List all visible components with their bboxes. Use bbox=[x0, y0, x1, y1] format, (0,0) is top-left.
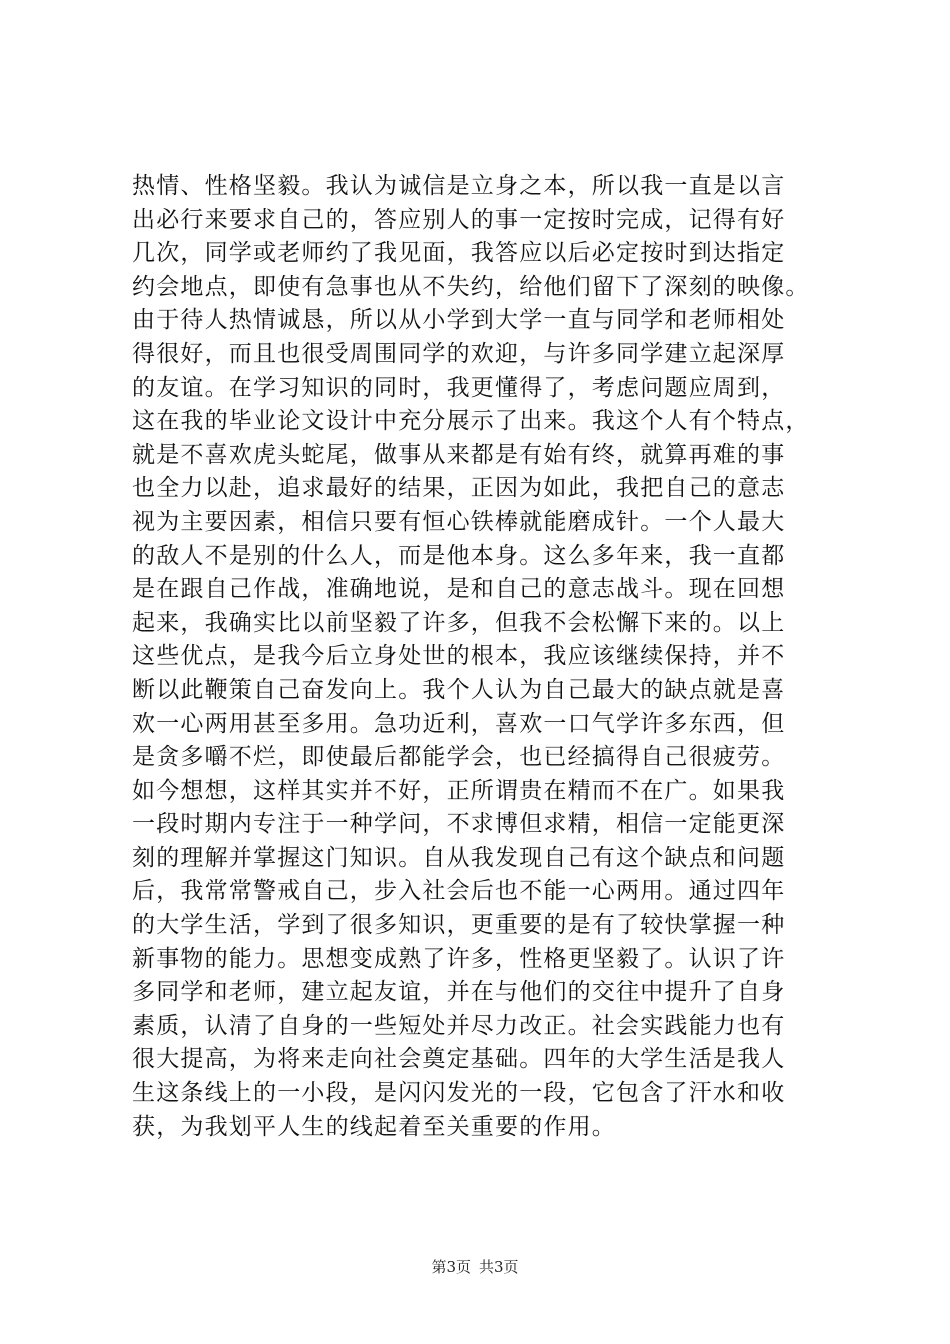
text-line: 的友谊。在学习知识的同时，我更懂得了，考虑问题应周到， bbox=[132, 374, 786, 401]
text-line: 生这条线上的一小段，是闪闪发光的一段，它包含了汗水和收 bbox=[132, 1080, 786, 1107]
text-line: 断以此鞭策自己奋发向上。我个人认为自己最大的缺点就是喜 bbox=[132, 676, 786, 703]
text-line: 这在我的毕业论文设计中充分展示了出来。我这个人有个特点， bbox=[132, 408, 810, 435]
text-line: 得很好，而且也很受周围同学的欢迎，与许多同学建立起深厚 bbox=[132, 340, 786, 367]
text-line: 多同学和老师，建立起友谊，并在与他们的交往中提升了自身 bbox=[132, 979, 786, 1006]
text-line: 是贪多嚼不烂，即使最后都能学会，也已经搞得自己很疲劳。 bbox=[132, 744, 786, 771]
text-line: 这些优点，是我今后立身处世的根本，我应该继续保持，并不 bbox=[132, 643, 786, 670]
page-number: 第3页 bbox=[431, 1258, 471, 1276]
text-line: 热情、性格坚毅。我认为诚信是立身之本，所以我一直是以言 bbox=[132, 173, 786, 199]
text-line: 欢一心两用甚至多用。急功近利，喜欢一口气学许多东西，但 bbox=[132, 710, 786, 737]
page-total: 共3页 bbox=[479, 1258, 519, 1276]
text-line: 的敌人不是别的什么人，而是他本身。这么多年来，我一直都 bbox=[132, 542, 786, 569]
text-line: 后，我常常警戒自己，步入社会后也不能一心两用。通过四年 bbox=[132, 878, 786, 905]
text-line: 刻的理解并掌握这门知识。自从我发现自己有这个缺点和问题 bbox=[132, 844, 786, 871]
text-line: 视为主要因素，相信只要有恒心铁棒就能磨成针。一个人最大 bbox=[132, 508, 786, 535]
body-text bbox=[132, 170, 832, 1144]
text-line: 一段时期内专注于一种学问，不求博但求精，相信一定能更深 bbox=[132, 811, 786, 838]
text-line: 新事物的能力。思想变成熟了许多，性格更坚毅了。认识了许 bbox=[132, 945, 786, 972]
text-line: 的大学生活，学到了很多知识，更重要的是有了较快掌握一种 bbox=[132, 912, 786, 939]
text-line: 素质，认清了自身的一些短处并尽力改正。社会实践能力也有 bbox=[132, 1012, 786, 1039]
text-line: 出必行来要求自己的，答应别人的事一定按时完成，记得有好 bbox=[132, 206, 786, 233]
text-line: 由于待人热情诚恳，所以从小学到大学一直与同学和老师相处 bbox=[132, 307, 786, 334]
text-line: 就是不喜欢虎头蛇尾，做事从来都是有始有终，就算再难的事 bbox=[132, 441, 786, 468]
text-line: 如今想想，这样其实并不好，正所谓贵在精而不在广。如果我 bbox=[132, 777, 786, 804]
text-line: 也全力以赴，追求最好的结果，正因为如此，我把自己的意志 bbox=[132, 475, 786, 502]
page-footer bbox=[0, 1257, 950, 1277]
text-line: 约会地点，即使有急事也从不失约，给他们留下了深刻的映像。 bbox=[132, 273, 810, 300]
text-line: 是在跟自己作战，准确地说，是和自己的意志战斗。现在回想 bbox=[132, 576, 786, 603]
text-line: 很大提高，为将来走向社会奠定基础。四年的大学生活是我人 bbox=[132, 1046, 786, 1073]
text-line: 获，为我划平人生的线起着至关重要的作用。 bbox=[132, 1113, 616, 1140]
text-line: 几次，同学或老师约了我见面，我答应以后必定按时到达指定 bbox=[132, 240, 786, 267]
text-line: 起来，我确实比以前坚毅了许多，但我不会松懈下来的。以上 bbox=[132, 609, 786, 636]
